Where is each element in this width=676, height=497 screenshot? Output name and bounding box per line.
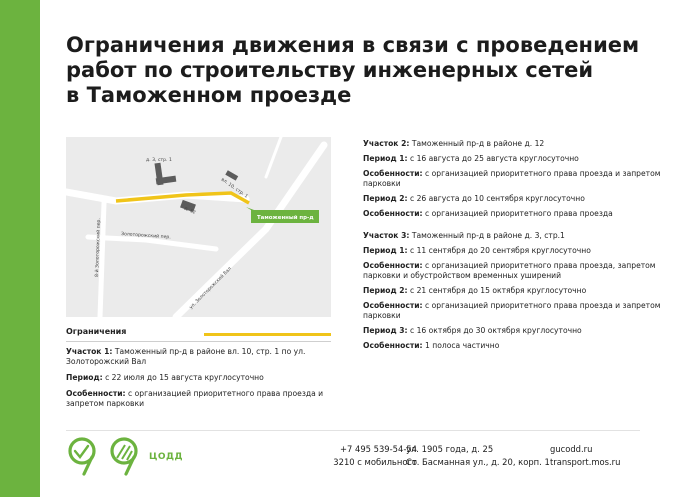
section-1-site: Участок 1: Таможенный пр-д в районе вл. 10, стр. 1 по ул. Золоторожский Вал <box>66 347 306 366</box>
footer-phone-main[interactable]: +7 495 539-54-54 <box>340 444 417 454</box>
map-label-building-12: д. 12 <box>183 206 197 216</box>
section-2-period-2: Период 2: с 26 августа до 10 сентября круглосуточно <box>363 194 585 203</box>
section-2-site: Участок 2: Таможенный пр-д в районе д. 12 <box>363 139 545 148</box>
section-1-info <box>66 347 331 415</box>
map-label-building-10: вл. 10, стр. 1 <box>219 177 249 200</box>
section-1-features: Особенности: с организацией приоритетного права проезда и запретом парковки <box>66 389 324 408</box>
brand-side-bar <box>0 0 40 497</box>
footer-phones <box>333 443 417 469</box>
legend-label: Ограничения <box>66 327 127 336</box>
section-3-site: Участок 3: Таможенный пр-д в районе д. 3, стр.1 <box>363 231 565 240</box>
footer-link-gucodd[interactable]: gucodd.ru <box>550 444 593 454</box>
footer-address-2: Ст. Басманная ул., д. 20, корп. 1 <box>406 457 550 467</box>
section-2-period-1: Период 1: с 16 августа до 25 августа круглосуточно <box>363 154 579 163</box>
section-3-period-3: Период 3: с 16 октября до 30 октября круглосуточно <box>363 326 582 335</box>
legend-line <box>204 333 331 336</box>
section-2-features-1: Особенности: с организацией приоритетного права проезда и запретом парковки <box>363 169 661 188</box>
map-label-zolotorozhsky-val: ул. Золоторожский Вал <box>188 266 233 311</box>
section-1-period: Период: с 22 июля до 15 августа круглосуточно <box>66 373 264 382</box>
section-3-period-1: Период 1: с 11 сентября до 20 сентября круглосуточно <box>363 246 591 255</box>
section-3-features-1: Особенности: с организацией приоритетного права проезда, запретом парковки и обустройством временных уширений <box>363 261 656 280</box>
section-3-period-2: Период 2: с 21 сентября до 15 октября круглосуточно <box>363 286 587 295</box>
title-line-2: работ по строительству инженерных сетей <box>66 58 594 82</box>
map-label-zolotorozhsky-per: Золоторожский пер. <box>120 232 171 241</box>
legend <box>66 327 331 341</box>
road-zolotorozhsky-val <box>176 145 324 317</box>
legend-divider <box>66 341 331 342</box>
footer-link-transport[interactable]: transport.mos.ru <box>550 457 621 467</box>
footer-addresses <box>406 443 550 469</box>
footer-address-1: ул. 1905 года, д. 25 <box>406 444 494 454</box>
sections-2-3-info <box>363 139 663 356</box>
title-line-1: Ограничения движения в связи с проведением <box>66 33 640 57</box>
building-10 <box>225 170 238 180</box>
page-title <box>66 33 656 108</box>
section-3-features-3: Особенности: 1 полоса частично <box>363 341 500 350</box>
section-3-features-2: Особенности: с организацией приоритетного права проезда и запретом парковки <box>363 301 661 320</box>
map-tamozh-label: Таможенный пр-д <box>257 215 314 221</box>
map-label-building-3: д. 3, стр. 1 <box>146 158 172 163</box>
section-2-features-2: Особенности: с организацией приоритетного права проезда <box>363 209 613 218</box>
map-label-8-zolotorozhsky: 8-й Золоторожский пер. <box>95 218 103 278</box>
street-map <box>66 137 331 317</box>
road-north <box>266 137 281 177</box>
title-line-3: в Таможенном проезде <box>66 83 352 107</box>
logo-text: ЦОДД <box>149 452 184 462</box>
footer-phone-mobile: 3210 с мобильного <box>333 457 417 467</box>
footer-divider <box>66 430 640 431</box>
footer-websites <box>550 443 620 469</box>
